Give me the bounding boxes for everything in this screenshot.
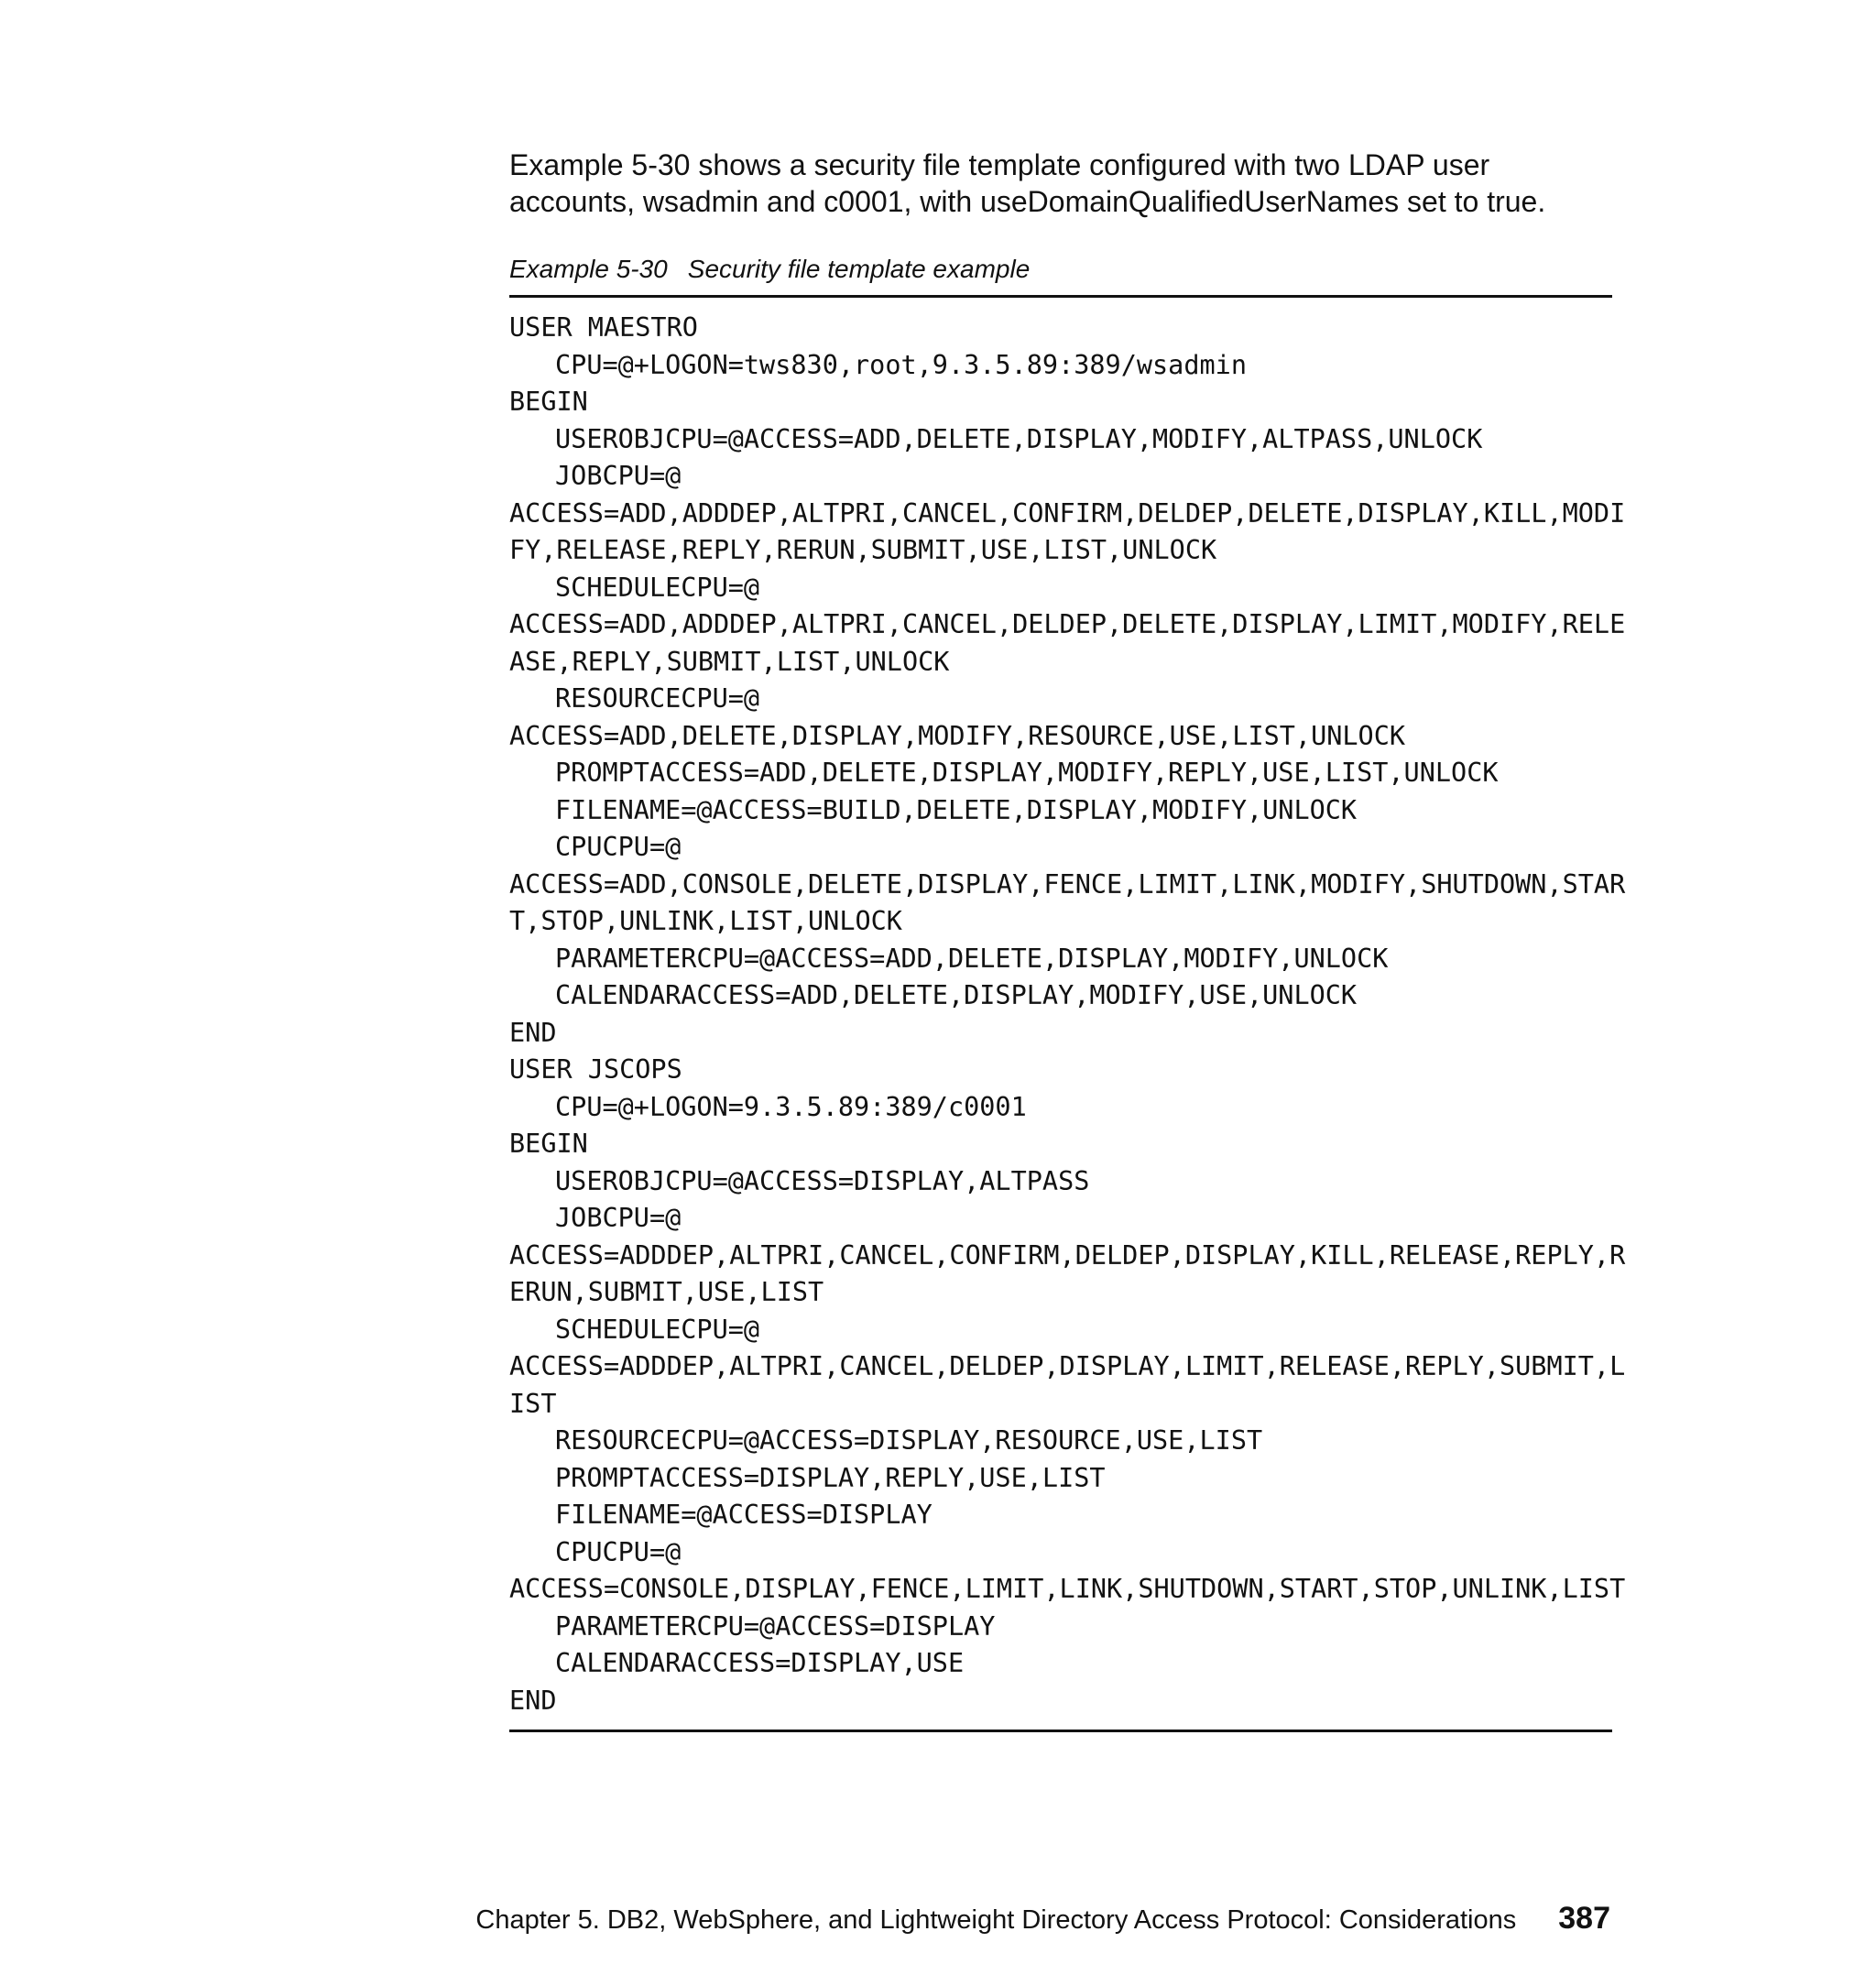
code-line: PARAMETERCPU=@ACCESS=ADD,DELETE,DISPLAY,MODIFY,UNLOCK bbox=[555, 943, 1389, 974]
intro-line-2: accounts, wsadmin and c0001, with useDomainQualifiedUserNames set to true. bbox=[509, 185, 1546, 218]
code-line: ACCESS=ADD,ADDDEP,ALTPRI,CANCEL,CONFIRM,DELDEP,DELETE,DISPLAY,KILL,MODI bbox=[509, 497, 1626, 529]
code-line: END bbox=[509, 1017, 557, 1048]
footer-chapter-title: Chapter 5. DB2, WebSphere, and Lightweight Directory Access Protocol: Considerations bbox=[475, 1905, 1517, 1935]
code-line: PROMPTACCESS=DISPLAY,REPLY,USE,LIST bbox=[555, 1462, 1106, 1493]
code-line: USEROBJCPU=@ACCESS=DISPLAY,ALTPASS bbox=[555, 1165, 1090, 1196]
code-line: CALENDARACCESS=ADD,DELETE,DISPLAY,MODIFY,USE,UNLOCK bbox=[555, 980, 1358, 1010]
code-line: ERUN,SUBMIT,USE,LIST bbox=[509, 1277, 824, 1307]
code-line: FY,RELEASE,REPLY,RERUN,SUBMIT,USE,LIST,UNLOCK bbox=[509, 535, 1217, 565]
page-footer bbox=[475, 1900, 1610, 1938]
code-line: JOBCPU=@ bbox=[555, 1203, 682, 1233]
code-line: PROMPTACCESS=ADD,DELETE,DISPLAY,MODIFY,REPLY,USE,LIST,UNLOCK bbox=[555, 758, 1499, 788]
example-caption-title: Security file template example bbox=[687, 255, 1031, 283]
code-line: IST bbox=[509, 1388, 557, 1419]
example-caption-label: Example 5-30 bbox=[509, 255, 668, 283]
page-number: 387 bbox=[1558, 1901, 1610, 1936]
code-line: CPU=@+LOGON=tws830,root,9.3.5.89:389/wsadmin bbox=[555, 349, 1247, 380]
intro-paragraph bbox=[509, 147, 1609, 220]
code-line: RESOURCECPU=@ACCESS=DISPLAY,RESOURCE,USE,LIST bbox=[555, 1425, 1263, 1456]
code-line: ACCESS=ADD,CONSOLE,DELETE,DISPLAY,FENCE,LIMIT,LINK,MODIFY,SHUTDOWN,STAR bbox=[509, 868, 1626, 900]
code-line: ACCESS=ADD,DELETE,DISPLAY,MODIFY,RESOURCE,USE,LIST,UNLOCK bbox=[509, 720, 1406, 751]
code-line: CALENDARACCESS=DISPLAY,USE bbox=[555, 1648, 965, 1678]
code-line: USER JSCOPS bbox=[509, 1054, 682, 1085]
code-line: FILENAME=@ACCESS=BUILD,DELETE,DISPLAY,MODIFY,UNLOCK bbox=[555, 794, 1358, 825]
code-line: ACCESS=ADDDEP,ALTPRI,CANCEL,CONFIRM,DELDEP,DISPLAY,KILL,RELEASE,REPLY,R bbox=[509, 1239, 1626, 1271]
code-line: BEGIN bbox=[509, 1129, 588, 1159]
code-line: PARAMETERCPU=@ACCESS=DISPLAY bbox=[555, 1610, 996, 1642]
code-bottom-rule bbox=[509, 1730, 1612, 1732]
code-line: ACCESS=ADDDEP,ALTPRI,CANCEL,DELDEP,DISPLAY,LIMIT,RELEASE,REPLY,SUBMIT,L bbox=[509, 1351, 1626, 1381]
code-line: T,STOP,UNLINK,LIST,UNLOCK bbox=[509, 906, 902, 936]
code-line: CPUCPU=@ bbox=[555, 832, 682, 862]
code-line: BEGIN bbox=[509, 387, 588, 417]
code-line: SCHEDULECPU=@ bbox=[555, 572, 760, 603]
intro-line-1: Example 5-30 shows a security file template configured with two LDAP user bbox=[509, 148, 1490, 181]
example-caption bbox=[509, 253, 1030, 286]
code-line: USEROBJCPU=@ACCESS=ADD,DELETE,DISPLAY,MODIFY,ALTPASS,UNLOCK bbox=[555, 423, 1483, 454]
code-line: CPUCPU=@ bbox=[555, 1536, 682, 1567]
code-line: FILENAME=@ACCESS=DISPLAY bbox=[555, 1500, 933, 1530]
code-top-rule bbox=[509, 295, 1612, 298]
code-line: JOBCPU=@ bbox=[555, 461, 682, 491]
code-line: SCHEDULECPU=@ bbox=[555, 1314, 760, 1345]
code-line: ACCESS=ADD,ADDDEP,ALTPRI,CANCEL,DELDEP,DELETE,DISPLAY,LIMIT,MODIFY,RELE bbox=[509, 609, 1626, 639]
code-line: ACCESS=CONSOLE,DISPLAY,FENCE,LIMIT,LINK,SHUTDOWN,START,STOP,UNLINK,LIST bbox=[509, 1574, 1626, 1604]
code-listing bbox=[509, 310, 1626, 1719]
code-line: USER MAESTRO bbox=[509, 312, 698, 343]
code-line: ASE,REPLY,SUBMIT,LIST,UNLOCK bbox=[509, 646, 950, 677]
code-line: RESOURCECPU=@ bbox=[555, 683, 760, 714]
code-line: CPU=@+LOGON=9.3.5.89:389/c0001 bbox=[555, 1091, 1027, 1122]
code-line: END bbox=[509, 1685, 557, 1716]
